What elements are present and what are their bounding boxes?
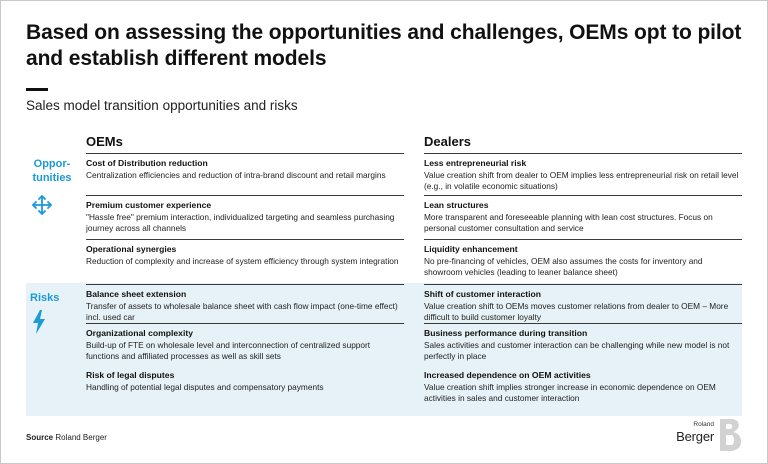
opportunities-label-line2: tunities xyxy=(32,172,72,184)
oem-opportunity-2 xyxy=(86,195,404,234)
cell-divider xyxy=(86,323,404,324)
cell-heading: Business performance during transition xyxy=(424,328,588,338)
dealer-risk-3 xyxy=(424,370,742,404)
cell-heading: Balance sheet extension xyxy=(86,289,187,299)
cell-heading: Lean structures xyxy=(424,200,489,210)
cell-text: No pre-financing of vehicles, OEM also assumes the costs for inventory and showroom vehicles (leading to leaner balance sheet) xyxy=(424,256,703,277)
cell-text: Reduction of complexity and increase of system efficiency through system integration xyxy=(86,256,399,266)
oem-risk-2 xyxy=(86,323,404,362)
cell-text: Handling of potential legal disputes and compensatory payments xyxy=(86,382,324,392)
oem-risk-3 xyxy=(86,370,404,393)
four-way-arrows-icon xyxy=(30,193,54,217)
logo-text-roland: Roland xyxy=(693,421,714,428)
dealer-risk-1 xyxy=(424,284,742,323)
dealer-risk-2 xyxy=(424,323,742,362)
source-label: Source xyxy=(26,433,54,442)
oem-opportunity-1 xyxy=(86,153,404,181)
slide-subtitle: Sales model transition opportunities and risks xyxy=(26,98,298,113)
cell-divider xyxy=(424,239,742,240)
slide-title: Based on assessing the opportunities and challenges, OEMs opt to pilot and establish different models xyxy=(26,21,742,70)
cell-divider xyxy=(86,195,404,196)
cell-heading: Liquidity enhancement xyxy=(424,244,518,254)
cell-heading: Less entrepreneurial risk xyxy=(424,158,527,168)
source-value: Roland Berger xyxy=(55,433,107,442)
cell-text: Centralization efficiencies and reduction of intra-brand discount and retail margins xyxy=(86,170,386,180)
cell-divider xyxy=(424,323,742,324)
source-note xyxy=(26,433,107,442)
opportunities-label xyxy=(26,157,78,185)
cell-heading: Organizational complexity xyxy=(86,328,193,338)
cell-text: Value creation shift to OEMs moves customer relations from dealer to OEM – More difficult to build customer loyalty xyxy=(424,301,729,322)
cell-heading: Cost of Distribution reduction xyxy=(86,158,208,168)
oem-opportunity-3 xyxy=(86,239,404,267)
cell-divider xyxy=(86,239,404,240)
cell-divider xyxy=(424,153,742,154)
cell-text: Transfer of assets to wholesale balance sheet with cash flow impact (one-time effect) incl. used car xyxy=(86,301,398,322)
cell-heading: Premium customer experience xyxy=(86,200,212,210)
oem-risk-1 xyxy=(86,284,404,323)
cell-text: "Hassle free" premium interaction, individualized targeting and seamless purchasing journey across all channels xyxy=(86,212,395,233)
cell-divider xyxy=(424,284,742,285)
title-underline xyxy=(26,88,48,91)
cell-text: Build-up of FTE on wholesale level and interconnection of centralized support functions and affiliated processes as well as skill sets xyxy=(86,340,371,361)
cell-divider xyxy=(424,195,742,196)
logo-b-mark-icon xyxy=(718,417,744,453)
cell-divider xyxy=(86,153,404,154)
logo-text-berger: Berger xyxy=(676,429,714,444)
dealer-opportunity-3 xyxy=(424,239,742,278)
cell-heading: Increased dependence on OEM activities xyxy=(424,370,591,380)
cell-heading: Operational synergies xyxy=(86,244,177,254)
cell-divider xyxy=(86,284,404,285)
cell-heading: Risk of legal disputes xyxy=(86,370,175,380)
risks-label: Risks xyxy=(30,292,60,304)
cell-text: Value creation shift from dealer to OEM implies less entrepreneurial risk on retail level (e.g., in volatile economic situations) xyxy=(424,170,739,191)
roland-berger-logo xyxy=(672,417,744,453)
column-header-oems: OEMs xyxy=(86,134,123,149)
cell-heading: Shift of customer interaction xyxy=(424,289,541,299)
cell-text: Value creation shift implies stronger increase in economic dependence on OEM activities in sales and customer interaction xyxy=(424,382,716,403)
column-header-dealers: Dealers xyxy=(424,134,471,149)
dealer-opportunity-2 xyxy=(424,195,742,234)
cell-text: More transparent and foreseeable planning with lean cost structures. Focus on personal customer consultation and service xyxy=(424,212,713,233)
lightning-bolt-icon xyxy=(31,309,47,335)
dealer-opportunity-1 xyxy=(424,153,742,192)
cell-text: Sales activities and customer interaction can be challenging while new model is not perfectly in place xyxy=(424,340,730,361)
opportunities-label-line1: Oppor- xyxy=(33,158,71,170)
